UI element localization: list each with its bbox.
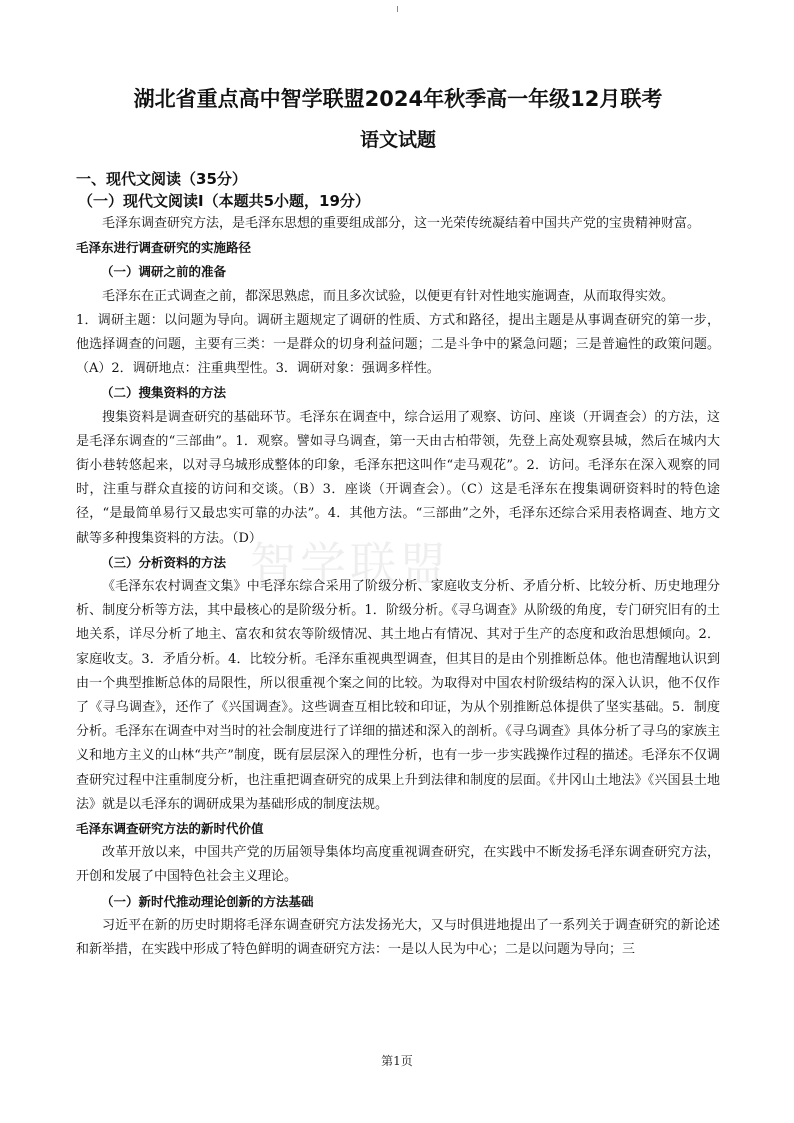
part2-paragraph-1: 改革开放以来，中国共产党的历届领导集体均高度重视调查研究，在实践中不断发扬毛泽东调查研究方法，开创和发展了中国特色社会主义理论。 (76, 845, 720, 885)
section-heading: 一、现代文阅读（35分） (76, 170, 247, 188)
s3-title: （三）分析资料的方法 (101, 554, 227, 570)
p2s1-title: （一）新时代推动理论创新的方法基础 (101, 893, 314, 909)
s2-title: （二）搜集资料的方法 (101, 385, 227, 401)
part2-title: 毛泽东调查研究方法的新时代价值 (76, 821, 264, 837)
s1-title: （一）调研之前的准备 (101, 264, 227, 280)
page-content (76, 84, 720, 962)
intro-paragraph: 毛泽东调查研究方法，是毛泽东思想的重要组成部分，这一光荣传统凝结着中国共产党的宝贵精神财富。 (102, 216, 701, 231)
subsection-heading: （一）现代文阅读Ⅰ（本题共5小题，19分） (78, 192, 370, 210)
s1-paragraph-1: 毛泽东在正式调查之前，都深思熟虑，而且多次试验，以便更有针对性地实施调查，从而取得实效。 (102, 288, 675, 304)
top-tick-mark (397, 6, 398, 12)
s3-paragraph-1: 《毛泽东农村调查文集》中毛泽东综合采用了阶级分析、家庭收支分析、矛盾分析、比较分析、历史地理分析、制度分析等方法，其中最核心的是阶级分析。1．阶级分析。《寻乌调查》从阶级的角度，专门研究旧有的土地关系，详尽分析了地主、富农和贫农等阶级情况、其土地占有情况、其对于生产的态度和政治思想倾向。2．家庭收支。3．矛盾分析。4．比较分析。毛泽东重视典型调查，但其目的是由个别推断总体。他也清醒地认识到由一个典型推断总体的局限性，所以很重视个案之间的比较。为取得对中国农村阶级结构的深入认识，他不仅作了《寻乌调查》，还作了《兴国调查》。这些调查互相比较和印证，为从个别推断总体提供了坚实基础。5．制度分析。毛泽东在调查中对当时的社会制度进行了详细的描述和深入的剖析。《寻乌调查》具体分析了寻乌的家族主义和地方主义的山林“共产”制度，既有层层深入的理性分析，也有一步一步实践操作过程的描述。毛泽东不仅调查研究过程中注重制度分析，也注重把调查研究的成果上升到法律和制度的层面。《井冈山土地法》《兴国县土地法》就是以毛泽东的调研成果为基础形成的制度法规。 (76, 579, 720, 812)
part1-title: 毛泽东进行调查研究的实施路径 (76, 240, 252, 256)
page-number: 第1页 (381, 1054, 413, 1068)
s1-paragraph-2: 1．调研主题：以问题为导向。调研主题规定了调研的性质、方式和路径，提出主题是从事调查研究的第一步，他选择调查的问题，主要有三类：一是群众的切身利益问题；二是斗争中的紧急问题；三是普遍性的政策问题。（A）2．调研地点：注重典型性。3．调研对象：强调多样性。 (76, 312, 720, 377)
exam-title: 湖北省重点高中智学联盟2024年秋季高一年级12月联考 (133, 87, 663, 111)
subject-title: 语文试题 (359, 129, 436, 151)
s2-paragraph-1: 搜集资料是调查研究的基础环节。毛泽东在调查中，综合运用了观察、访问、座谈（开调查会）的方法，这是毛泽东调查的“三部曲”。1．观察。譬如寻乌调查，第一天由古柏带领，先登上高处观察县城，然后在城内大街小巷转悠起来，以对寻乌城形成整体的印象，毛泽东把这叫作“走马观花”。2．访问。毛泽东在深入观察的同时，注重与群众直接的访问和交谈。（B）3．座谈（开调查会）。（C）这是毛泽东在搜集调研资料时的特色途径，“是最简单易行又最忠实可靠的办法”。4．其他方法。“三部曲”之外，毛泽东还综合采用表格调查、地方文献等多种搜集资料的方法。（D） (76, 409, 720, 546)
p2s1-paragraph-1: 习近平在新的历史时期将毛泽东调查研究方法发扬光大，又与时俱进地提出了一系列关于调查研究的新论述和新举措，在实践中形成了特色鲜明的调查研究方法：一是以人民为中心；二是以问题为导向；三 (76, 917, 720, 958)
watermark: 智学联盟 (250, 537, 450, 591)
